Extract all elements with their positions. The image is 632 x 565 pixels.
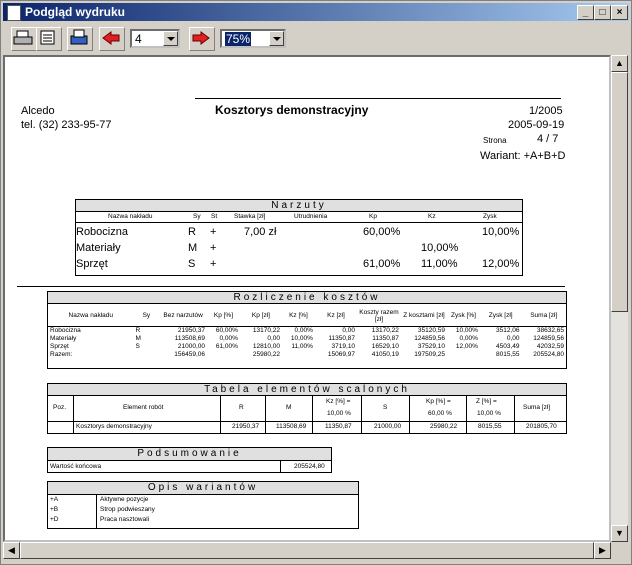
narzuty-header: Nazwa nakładu (108, 213, 153, 220)
page-select-value: 4 (135, 32, 142, 46)
tabela-header: Z [%] = (476, 398, 497, 405)
rozliczenie-cell: 41050,19 (371, 350, 399, 358)
vertical-scroll-thumb[interactable] (611, 72, 628, 312)
tabela-header: R (239, 404, 244, 411)
rozliczenie-cell: 10,00% (290, 334, 313, 342)
variant-label: Wariant: +A+B+D (480, 150, 566, 162)
arrow-left-icon (100, 28, 122, 48)
rozliczenie-cell: 21950,37 (177, 326, 206, 334)
rozliczenie-cell: 15069,97 (327, 350, 356, 358)
rozliczenie-cell: 4503,49 (496, 342, 520, 350)
rozliczenie-header: Kz [zł] (327, 312, 345, 319)
opis-title: Opis wariantów (48, 482, 358, 495)
scroll-down-button[interactable]: ▼ (611, 525, 628, 542)
narzuty-cell: 10,00% (482, 226, 520, 238)
rozliczenie-cell: Materiały (50, 334, 77, 342)
tabela-header: M (286, 404, 292, 411)
rozliczenie-cell: 12810,00 (252, 342, 281, 350)
tabela-subheader: 60,00 % (428, 410, 452, 417)
title-bar (3, 3, 629, 21)
rozliczenie-cell: 61,00% (215, 342, 238, 350)
window-title: Podgląd wydruku (25, 5, 126, 19)
rozliczenie-cell: 205524,80 (533, 350, 564, 358)
rozliczenie-title: Rozliczenie kosztów (48, 292, 566, 304)
horizontal-scrollbar[interactable] (3, 542, 611, 559)
rozliczenie-cell: 10,00% (455, 326, 478, 334)
rozliczenie-cell: 0,00 (506, 334, 520, 342)
tabela-header: Element robót (123, 404, 164, 411)
rozliczenie-cell: 0,00% (459, 334, 478, 342)
report-date: 2005-09-19 (508, 119, 565, 131)
rozliczenie-cell: 8015,55 (496, 350, 520, 358)
narzuty-header: Stawka [zł] (234, 213, 266, 220)
header-rule (195, 98, 561, 99)
narzuty-cell: 60,00% (363, 226, 401, 238)
rozliczenie-cell: 25980,22 (252, 350, 281, 358)
variant-code: +B (50, 506, 59, 513)
rozliczenie-cell: 11350,87 (328, 334, 356, 342)
report-page (11, 61, 611, 542)
narzuty-cell: Robocizna (76, 226, 128, 238)
variant-code: +A (50, 496, 59, 503)
variant-code: +D (50, 516, 59, 523)
toolbar (3, 23, 629, 53)
tabela-header: Poz. (53, 404, 67, 411)
rozliczenie-grid (48, 305, 566, 358)
rozliczenie-cell: Razem: (50, 350, 73, 358)
page-select[interactable] (130, 29, 180, 48)
narzuty-cell: R (188, 226, 196, 238)
rozliczenie-header: Kz [%] (289, 312, 308, 319)
document-icon (7, 5, 21, 21)
narzuty-header: Sy (193, 213, 201, 220)
rozliczenie-cell: 37529,10 (417, 342, 446, 350)
export-icon (68, 28, 90, 48)
tabela-subheader: 10,00 % (477, 410, 501, 417)
tabela-cell: 8015,55 (478, 423, 502, 430)
final-value-label: Wartość końcowa (50, 463, 102, 470)
rozliczenie-cell (282, 350, 315, 358)
narzuty-cell: Sprzęt (76, 258, 108, 270)
minimize-button[interactable]: _ (577, 5, 594, 20)
zoom-select-value: 75% (226, 32, 251, 46)
narzuty-cell: + (210, 226, 217, 238)
tabela-cell: 21950,37 (232, 423, 260, 430)
export-button[interactable] (67, 27, 93, 51)
report-title: Kosztorys demonstracyjny (215, 103, 369, 117)
tabela-cell: Kosztorys demonstracyjny (76, 423, 152, 430)
company-name: Alcedo (21, 105, 55, 117)
narzuty-cell: Materiały (76, 242, 121, 254)
podsumowanie-title: Podsumowanie (48, 448, 331, 461)
narzuty-header: Kz (428, 213, 436, 220)
narzuty-cell: 12,00% (482, 258, 520, 270)
horizontal-scroll-thumb[interactable] (20, 542, 594, 559)
rozliczenie-cell: S (135, 342, 140, 350)
print-button[interactable] (11, 27, 37, 51)
rozliczenie-cell: 124859,56 (414, 334, 446, 342)
tabela-cell: 11350,87 (325, 423, 352, 430)
rozliczenie-cell: 16529,10 (371, 342, 399, 350)
rozliczenie-cell: 12,00% (455, 342, 478, 350)
narzuty-cell: 11,00% (421, 258, 458, 270)
tabela-header: Kz [%] = (326, 398, 351, 405)
narzuty-cell: M (188, 242, 198, 254)
chevron-down-icon[interactable] (269, 31, 284, 46)
tabela-title: Tabela elementów scalonych (48, 384, 566, 396)
narzuty-title: Narzuty (76, 200, 522, 212)
tabela-header: Suma [zł] (523, 404, 551, 411)
rozliczenie-header: Z kosztami [zł] (403, 312, 445, 319)
final-value: 205524,80 (294, 463, 325, 470)
company-phone: tel. (32) 233-95-77 (21, 119, 112, 131)
rozliczenie-cell: 38632,65 (536, 326, 564, 334)
scroll-right-button[interactable]: ▶ (594, 542, 611, 559)
chevron-down-icon[interactable] (163, 31, 178, 46)
rozliczenie-cell: 0,00 (267, 334, 281, 342)
scroll-up-button[interactable]: ▲ (611, 55, 628, 72)
narzuty-cell: 7,00 zł (244, 226, 277, 238)
rozliczenie-header: Bez narzutów (163, 312, 203, 319)
scroll-left-button[interactable]: ◀ (3, 542, 20, 559)
rozliczenie-cell (207, 350, 240, 358)
tabela-subheader: 10,00 % (327, 410, 351, 417)
vertical-scrollbar[interactable] (611, 55, 628, 542)
podsumowanie-table (47, 447, 332, 473)
rozliczenie-table (47, 291, 567, 369)
narzuty-header: Kp (369, 213, 377, 220)
rozliczenie-header: Koszty razem [zł] (359, 308, 399, 323)
rozliczenie-cell: 124859,56 (533, 334, 564, 342)
rozliczenie-header: Kp [zł] (251, 312, 270, 319)
narzuty-table (75, 199, 523, 276)
zoom-select[interactable] (220, 29, 286, 48)
rozliczenie-header: Sy (142, 312, 151, 319)
narzuty-cell: S (188, 258, 196, 270)
variant-desc: Strop podwieszany (100, 506, 155, 513)
narzuty-cell: 10,00% (421, 242, 459, 254)
arrow-right-icon (190, 28, 212, 48)
rozliczenie-header: Zysk [zł] (488, 312, 513, 319)
tabela-cell: 25980,22 (430, 423, 458, 430)
rozliczenie-cell: 3512,06 (496, 326, 520, 334)
opis-wariantow-table (47, 481, 359, 529)
close-button[interactable]: × (611, 5, 628, 20)
rozliczenie-cell: 13170,22 (252, 326, 281, 334)
rozliczenie-cell: 11350,87 (372, 334, 399, 342)
rozliczenie-cell: Sprzęt (50, 342, 69, 350)
rozliczenie-cell: M (135, 334, 141, 342)
tabela-header: Kp [%] = (426, 398, 451, 405)
tabela-cell: 201805,70 (526, 423, 557, 430)
rozliczenie-header: Suma [zł] (530, 312, 558, 319)
tabela-header: S (383, 404, 388, 411)
page-label: Strona (483, 136, 507, 145)
tabela-cell: 21000,00 (374, 423, 402, 430)
tabela-elementow (47, 383, 567, 434)
maximize-button[interactable]: □ (594, 5, 611, 20)
rozliczenie-cell: Robocizna (50, 326, 81, 334)
scroll-corner (611, 542, 628, 559)
rozliczenie-cell: 21000,00 (177, 342, 206, 350)
rozliczenie-cell (447, 350, 480, 358)
rozliczenie-cell: 11,00% (291, 342, 313, 350)
rozliczenie-cell: 35120,59 (417, 326, 446, 334)
preview-viewport (3, 55, 611, 542)
variant-desc: Aktywne pozycje (100, 496, 149, 503)
report-number: 1/2005 (529, 105, 563, 117)
rozliczenie-header: Kp [%] (213, 312, 234, 319)
section-rule (17, 286, 565, 287)
rozliczenie-cell: 197509,25 (414, 350, 446, 358)
narzuty-cell: + (210, 258, 217, 270)
printer-icon (12, 28, 34, 48)
rozliczenie-header: Zysk [%] (451, 312, 476, 319)
rozliczenie-cell: 3719,10 (331, 342, 356, 350)
rozliczenie-cell (134, 350, 160, 358)
rozliczenie-cell: 42032,59 (536, 342, 564, 350)
narzuty-cell: 61,00% (363, 258, 401, 270)
rozliczenie-cell: 0,00 (342, 326, 356, 334)
rozliczenie-cell: 60,00% (215, 326, 238, 334)
narzuty-header: Utrudnienia (294, 213, 328, 220)
print-setup-button[interactable] (36, 27, 62, 51)
previous-page-button[interactable] (99, 27, 125, 51)
narzuty-header: St (211, 213, 218, 220)
tabela-cell: 113508,69 (276, 423, 307, 430)
page-number: 4 / 7 (537, 133, 559, 145)
next-page-button[interactable] (189, 27, 215, 51)
narzuty-header: Zysk (483, 213, 497, 220)
rozliczenie-cell: 0,00% (294, 326, 313, 334)
rozliczenie-cell: 113508,69 (174, 334, 206, 342)
rozliczenie-cell: 13170,22 (371, 326, 399, 334)
print-setup-icon (37, 28, 59, 48)
narzuty-cell: + (210, 242, 217, 254)
rozliczenie-cell: 0,00% (219, 334, 238, 342)
rozliczenie-cell: R (135, 326, 141, 334)
rozliczenie-cell: 156459,06 (174, 350, 206, 358)
rozliczenie-header: Nazwa nakładu (68, 312, 113, 319)
variant-desc: Praca nasztowali (100, 516, 150, 523)
